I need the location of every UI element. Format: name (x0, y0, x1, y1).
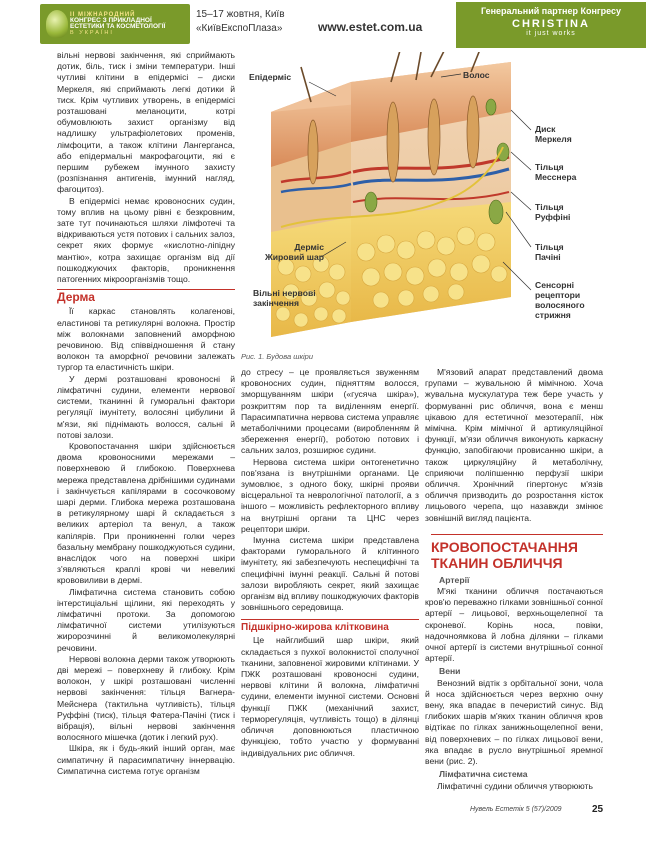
logo-line-1: ІІ МІЖНАРОДНИЙ (70, 11, 136, 18)
date-text: 15–17 жовтня, Київ (196, 9, 285, 20)
paragraph: Шкіра, як і будь-який інший орган, має симпатичну й парасимпатичну іннервацію. Симпатична система готує організм (57, 743, 235, 776)
label-dermis-fat: Дерміс Жировий шар (265, 242, 324, 262)
paragraph: М'язовий апарат представлений двома групами – жувальною й мімічною. Хоча жувальна мускулатура теж бере участь у формуванні рис обличчя, вона є менш цікавою для естетичної мезотерапії, ніж мімічна. Крім мімічної й артикуляційної функції, м'язи обличчя виконують каркасну функцію, запобігаючи провисанню шкіри, а також циркуляційну й метаболічну, сприяючи поліпшенню перфузії шкіри обличчя. Хронічний гіпертонус м'язів обличчя призводить до розростання кісток лицьового черепа, що назавжди змінює зовнішній вигляд пацієнта. (425, 367, 603, 523)
venue-text: «КиївЕкспоПлаза» (196, 23, 283, 34)
partner-banner (456, 2, 646, 48)
paragraph: Імунна система шкіри представлена факторами гуморального й клітинного імунітету, які забезпечують неспецифічні та специфічні імунні реакції. Сальні й потові залози виробляють секрет, який захищає організм від впливу пошкоджуючих факторів зовнішнього середовища. (241, 535, 419, 613)
paragraph: Нервові волокна дерми також утворюють дві мережі – поверхневу й глибоку. Крім волокон, у шкірі розташовані численні нервові закінчення: тільця Вагнера-Мейснера (тактильна чутливість), тільця Руффіні (тиск), тільця Фатера-Пачіні (тиск і вібрація), вільні нервові закінчення волосяного мішечка (дотик і легкий рух). (57, 653, 235, 743)
label-meissner: Тільця Месснера (535, 162, 577, 182)
subheading-veins: Вени (439, 666, 461, 677)
column-3 (425, 367, 603, 792)
paragraph: Лімфатичні судини обличчя утворюють (437, 780, 593, 791)
paragraph: Лімфатична система становить собою інтерстиціальні щілини, які переходять у лімфатичні протоки. За допомогою лімфатичної системи утилізуються жиророзчинні й великомолекулярні речовини. (57, 586, 235, 653)
skin-structure-figure (241, 52, 611, 347)
paragraph: вільні нервові закінчення, які сприймають дотик, біль, тиск і зміни температури. Інші чутливі клітини в епідермісі – диски Меркеля, які сприймають легкі дотики й тиск. Крім чутливих утворень, в епідермісі розташовані меланоцити, котрі обумовлюють захист організму від надлишку ультрафіолетових променів, лімфоцити, а також клітини Лангерганса, або епідермальні макрофагоцити, які є першим рубежем імунного захисту (розпізнання антигенів, імунний нагляд, фагоцитоз). (57, 50, 235, 195)
event-date (196, 8, 285, 36)
column-2 (241, 367, 419, 759)
label-epidermis: Епідерміс (249, 72, 292, 82)
partner-label: Генеральний партнер Конгресу (480, 6, 622, 16)
section-title-subcutaneous: Підшкірно-жирова клітковина (241, 619, 419, 633)
column-1 (57, 50, 235, 777)
section-title-derma: Дерма (57, 289, 235, 303)
journal-name: Нувель Естетік 5 (57)/2009 (470, 806, 562, 813)
paragraph: Це найглибший шар шкіри, який складається з пухкої волокнистої сполучної тканини, заповненої жировими клітинами. У ПЖК розташовані кровоносні судини, нервові клітини й волокна, лімфатичні судини, елементи імунної системи. Основні функції ПЖК (механічний захист, терморегуляція, чутливість тощо) в ділянці обличчя доповнюються пластичною функцією, тобто участю у формуванні індивідуальних рис обличчя. (241, 635, 419, 758)
figure-caption: Рис. 1. Будова шкіри (241, 352, 313, 361)
bulb-logo-icon (46, 10, 68, 38)
congress-logo (40, 4, 190, 44)
website-link[interactable]: www.estet.com.ua (318, 20, 423, 34)
paragraph: Нервова система шкіри онтогенетично пов'язана із внутрішніми органами. Це зумовлює, з одного боку, шкірні прояви вісцеральної та неврологічної патології, а з іншого – можливість рефлекторного впливу на внутрішні органи та ЦНС через рецептори шкіри. (241, 456, 419, 534)
paragraph: М'які тканини обличчя постачаються кров'ю переважно гілками зовнішньої сонної артерії – лицьової, верхньощелепної та скроневої. Корінь носа, повіки, надочноямкова й лобна ділянки – гілками очної артерії із системи внутрішньої сонної артерії. (425, 586, 603, 664)
paragraph: Її каркас становлять колагенові, еластинові та ретикулярні волокна. Простір між волокнами заповнений аморфною речовиною. Від співвідношення й стану волокон та аморфної речовини залежать тургор та еластичність шкіри. (57, 306, 235, 373)
logo-line-3: ЕСТЕТИКИ ТА КОСМЕТОЛОГІЇ (70, 23, 166, 31)
label-ruffini: Тільця Руффіні (535, 202, 571, 222)
subheading-arteries: Артерії (439, 574, 470, 585)
label-merkel-disk: Диск Меркеля (535, 124, 572, 144)
label-pacini: Тільця Пачіні (535, 242, 564, 262)
paragraph: Кровопостачання шкіри здійснюється двома кровоносними мережами – поверхневою й глибокою. Поверхнева мережа представлена дрібнішими судинами і закінчується капілярами в сосочковому шарі дерми. Глибока мережа розташована в ретикулярному шарі й складається з великих артеріол та венул, а також капілярів. При проникненні голки через базальну мембрану пошкоджуються судини, внаслідок чого на поверхні шкіри з'являються краплі крові чи невеликі крововиливи в дермі. (57, 440, 235, 586)
logo-line-4: В УКРАЇНІ (70, 29, 114, 36)
partner-slogan: it just works (526, 30, 576, 37)
paragraph: В епідермісі немає кровоносних судин, тому вплив на цьому рівні є безкровним, зате тут починаються шляхи лімфотечі та відкриваються устя потових і сальних залоз, секрет яких формує «кислотно-ліпідну мантію», котра захищає організм від дії пошкоджуючих факторів, проникнення патогенних мікроорганізмів тощо. (57, 195, 235, 285)
paragraph: Венозний відтік з орбітальної зони, чола й носа здійснюється через верхню очну вену, яка впадає в печеристий синус. Від глибоких шарів м'яких тканин обличчя кров відтікає по гілках занижньощелепної вени, від поверхневих – по гілках лицьової вени, яка впадає в русло внутрішньої яремної вени (рис. 2). (425, 677, 603, 767)
paragraph: У дермі розташовані кровоносні й лімфатичні судини, елементи нервової системи, тканинні й гуморальні фактори регуляції імунітету, волосяні цибулини й м'язи, які піднімають волосся, сальні й потові залози. (57, 373, 235, 440)
page-number: 25 (592, 804, 604, 815)
partner-brand: CHRISTINA (512, 18, 590, 30)
logo-line-2: КОНГРЕС З ПРИКЛАДНОЇ (70, 16, 152, 24)
label-hair: Волос (463, 70, 490, 80)
section-title-blood-supply: КРОВОПОСТАЧАННЯ ТКАНИН ОБЛИЧЧЯ (431, 534, 603, 571)
label-free-nerves: Вільні нервові закінчення (253, 288, 316, 308)
label-sensory-receptors: Сенсорні рецептори волосяного стрижня (535, 280, 585, 320)
subheading-lymph: Лімфатична система (439, 769, 528, 780)
page-header (0, 0, 646, 50)
paragraph: до стресу – це проявляється звуженням кровоносних судин, підняттям волосся, зморщуванням шкіри («гусяча шкіра»), розкриттям пор та виділенням енергії. Парасимпатична нервова система управляє метаболічними процесами (виробленням й збереження енергії), роботою потових і сальних залоз, розширює судини. (241, 367, 419, 456)
